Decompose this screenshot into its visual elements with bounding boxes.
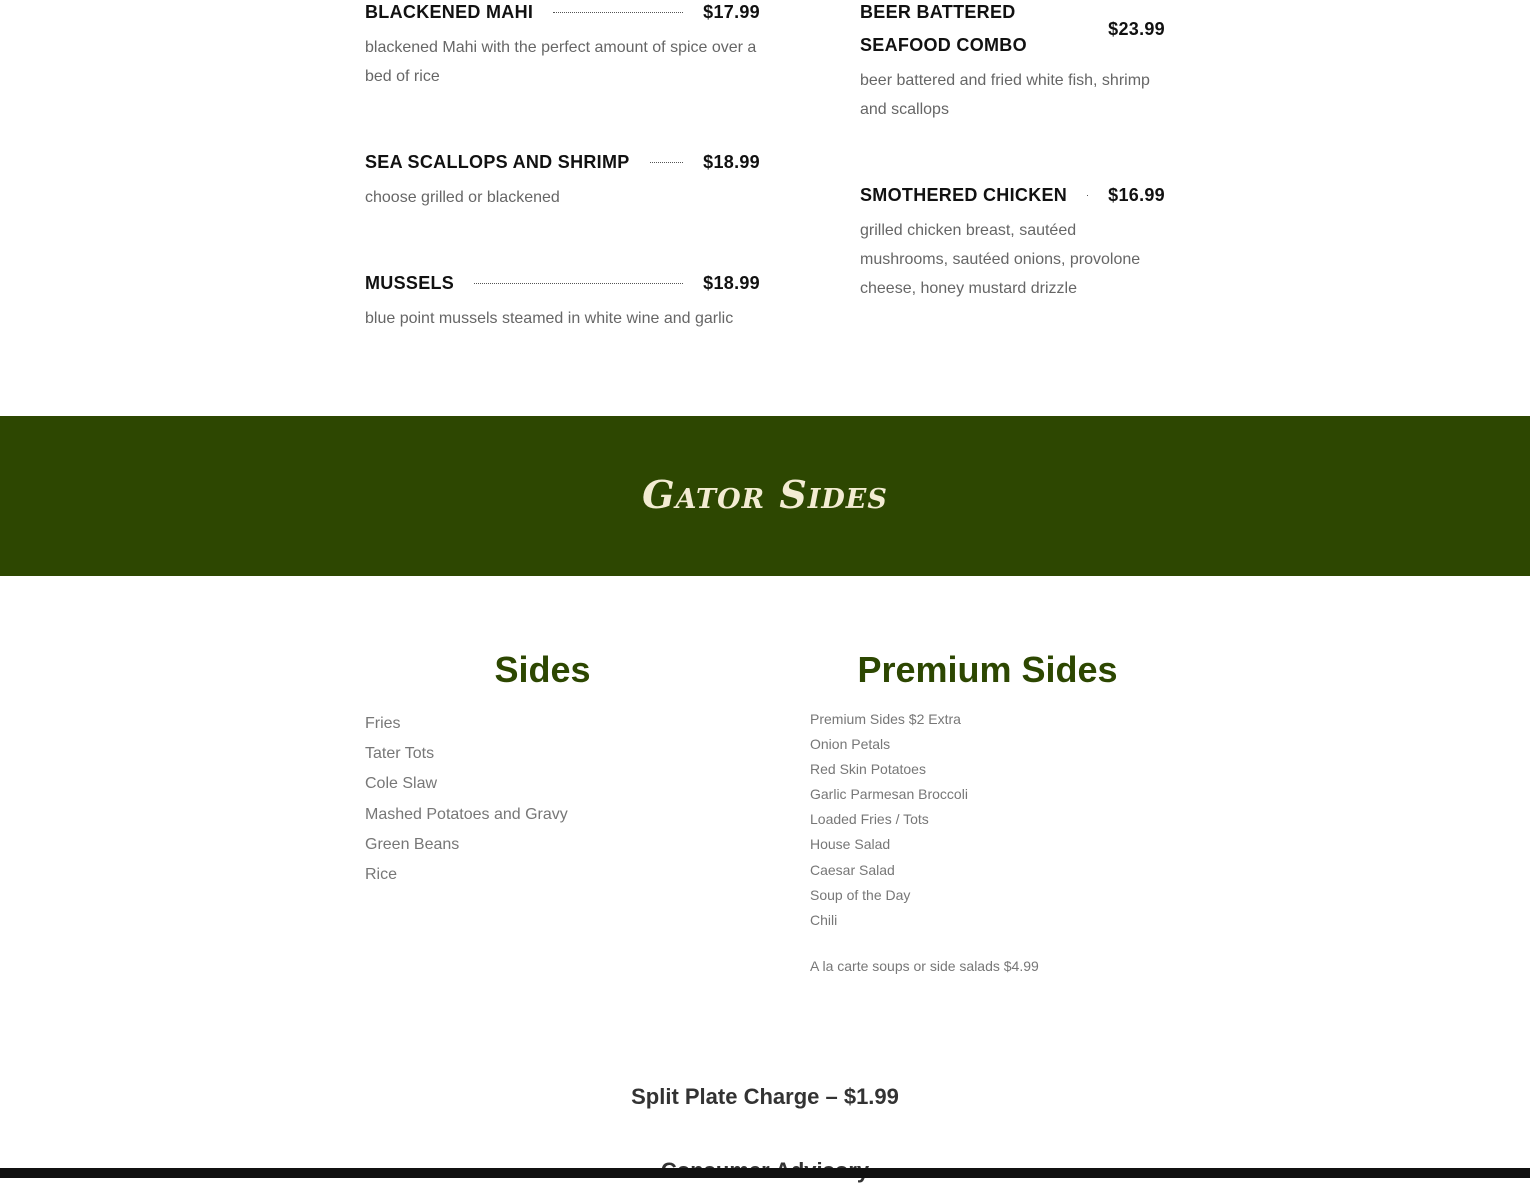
- menu-item-price: $18.99: [703, 152, 760, 172]
- menu-item-header: [365, 146, 760, 179]
- menu-item-price: $18.99: [703, 273, 760, 293]
- menu-item-description: beer battered and fried white fish, shrimp and scallops: [860, 72, 1150, 118]
- sides-list: [365, 709, 568, 890]
- list-item: Cole Slaw: [365, 775, 438, 793]
- dotted-leader: [1087, 195, 1088, 196]
- list-item: Green Beans: [365, 835, 460, 853]
- menu-item-header: [860, 0, 1165, 62]
- menu-item-beer-battered-seafood-combo: [860, 0, 1165, 124]
- list-item: Soup of the Day: [810, 886, 911, 903]
- menu-item-description: choose grilled or blackened: [365, 189, 560, 206]
- menu-item-description: grilled chicken breast, sautéed mushrooms, sautéed onions, provolone cheese, honey mustard drizzle: [860, 222, 1141, 297]
- menu-item-header: [365, 0, 760, 29]
- list-item: Loaded Fries / Tots: [810, 811, 929, 828]
- menu-item-mussels: [365, 267, 760, 333]
- premium-sides-note: A la carte soups or side salads $4.99: [810, 958, 1039, 974]
- menu-item-name: MUSSELS: [365, 273, 455, 293]
- list-item: Chili: [810, 911, 838, 928]
- premium-sides-column: [810, 645, 1165, 974]
- list-item: Rice: [365, 866, 398, 884]
- menu-item-blackened-mahi: [365, 0, 760, 91]
- menu-item-description: blackened Mahi with the perfect amount of spice over a bed of rice: [365, 39, 757, 85]
- menu-item-price: $17.99: [703, 2, 760, 22]
- dotted-leader: [650, 162, 684, 163]
- sides-title: Sides: [494, 649, 591, 690]
- menu-item-name: SMOTHERED CHICKEN: [860, 185, 1068, 205]
- bottom-bar: [0, 1168, 1530, 1178]
- list-item: Mashed Potatoes and Gravy: [365, 805, 568, 823]
- menu-item-name: BLACKENED MAHI: [365, 2, 534, 22]
- list-item: Garlic Parmesan Broccoli: [810, 786, 968, 803]
- split-plate-charge: Split Plate Charge – $1.99: [631, 1084, 899, 1109]
- premium-sides-list: [810, 707, 968, 933]
- list-item: Caesar Salad: [810, 861, 895, 878]
- menu-item-smothered-chicken: [860, 179, 1165, 303]
- menu-item-description: blue point mussels steamed in white wine and garlic: [365, 310, 734, 327]
- menu-item-price: $16.99: [1108, 185, 1165, 205]
- menu-item-header: [365, 267, 760, 300]
- list-item: Onion Petals: [810, 736, 891, 753]
- banner-title: Gator Sides: [642, 472, 888, 517]
- menu-item-name: BEER BATTERED SEAFOOD COMBO: [860, 2, 1027, 55]
- dotted-leader: [474, 283, 683, 284]
- list-item: Tater Tots: [365, 745, 435, 763]
- dotted-leader: [553, 12, 683, 13]
- list-item: House Salad: [810, 836, 891, 853]
- list-item: Red Skin Potatoes: [810, 761, 926, 778]
- menu-item-sea-scallops-and-shrimp: [365, 146, 760, 212]
- menu-item-name: SEA SCALLOPS AND SHRIMP: [365, 152, 630, 172]
- menu-item-header: [860, 179, 1165, 212]
- list-item: Fries: [365, 715, 401, 732]
- sides-column: [365, 645, 720, 884]
- list-item: Premium Sides $2 Extra: [810, 711, 961, 727]
- menu-item-price: $23.99: [1108, 18, 1165, 39]
- premium-sides-title: Premium Sides: [857, 649, 1118, 690]
